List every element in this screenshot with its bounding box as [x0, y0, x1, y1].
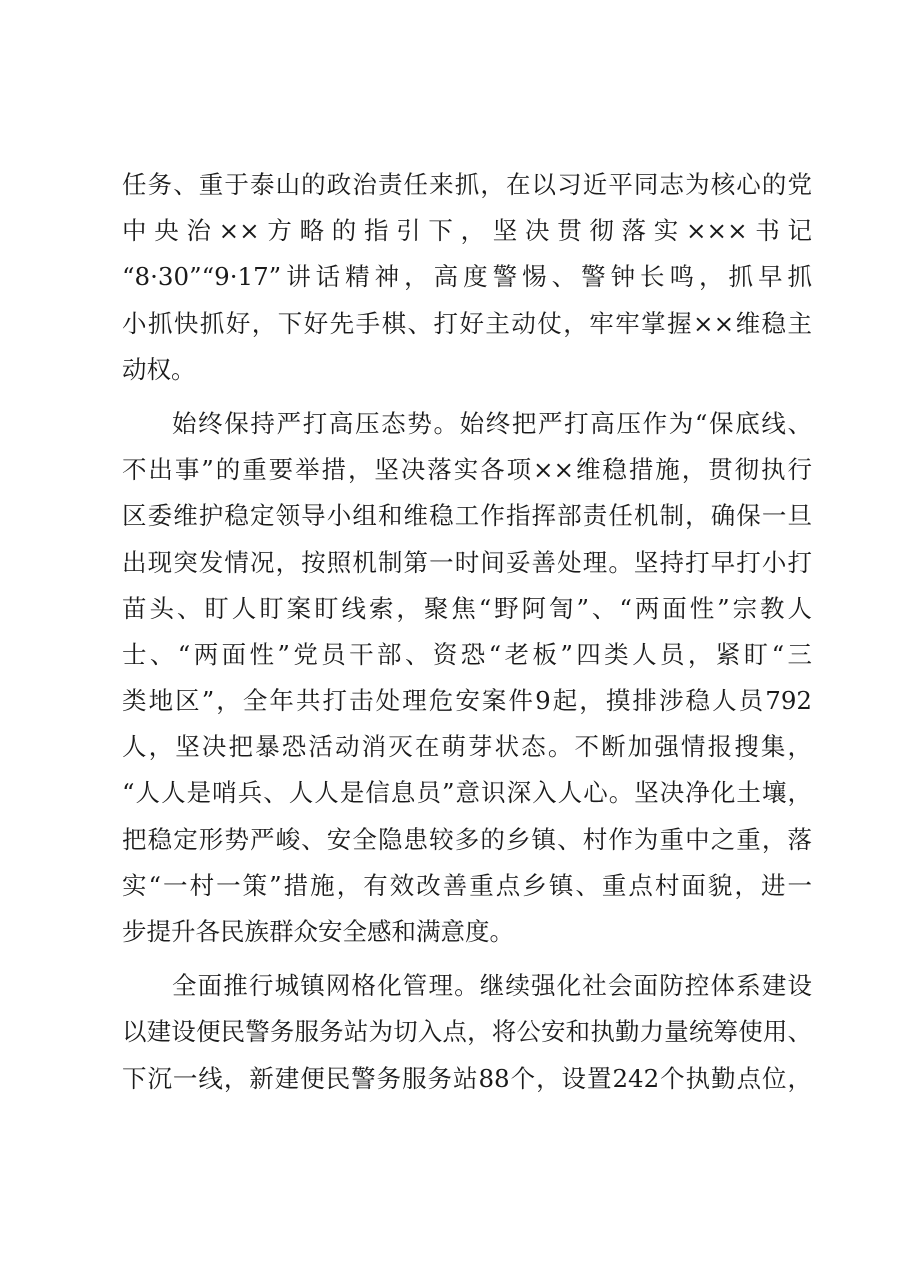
text-line: 实“一村一策”措施，有效改善重点乡镇、重点村面貌，进一: [122, 870, 812, 900]
text-line: 不出事”的重要举措，坚决落实各项××维稳措施，贯彻执行: [122, 455, 812, 485]
text-line: 苗头、盯人盯案盯线索，聚焦“野阿訇”、“两面性”宗教人: [122, 593, 812, 623]
text-line: “人人是哨兵、人人是信息员”意识深入人心。坚决净化土壤，: [122, 778, 812, 808]
document-body: [122, 162, 812, 1102]
text-line: 区委维护稳定领导小组和维稳工作指挥部责任机制，确保一旦: [122, 501, 812, 531]
text-line: 把稳定形势严峻、安全隐患较多的乡镇、村作为重中之重，落: [122, 824, 812, 854]
text-line: 全面推行城镇网格化管理。继续强化社会面防控体系建设: [172, 971, 812, 1001]
text-line: “8·30”“9·17”讲话精神，高度警惕、警钟长鸣，抓早抓: [122, 262, 812, 292]
text-line: 人，坚决把暴恐活动消灭在萌芽状态。不断加强情报搜集，: [122, 732, 812, 762]
text-line: 步提升各民族群众安全感和满意度。: [122, 917, 514, 946]
text-line: 下沉一线，新建便民警务服务站88个，设置242个执勤点位，: [122, 1063, 812, 1093]
text-line: 士、“两面性”党员干部、资恐“老板”四类人员，紧盯“三: [122, 639, 812, 669]
text-line: 中央治××方略的指引下，坚决贯彻落实×××书记: [122, 216, 812, 246]
text-line: 动权。: [122, 354, 196, 384]
text-line: 类地区”，全年共打击处理危安案件9起，摸排涉稳人员792: [122, 686, 812, 716]
text-line: 小抓快抓好，下好先手棋、打好主动仗，牢牢掌握××维稳主: [122, 308, 812, 338]
paragraph: [122, 162, 812, 393]
paragraph: [122, 401, 812, 955]
text-line: 任务、重于泰山的政治责任来抓，在以习近平同志为核心的党: [122, 170, 812, 199]
text-line: 以建设便民警务服务站为切入点，将公安和执勤力量统筹使用、: [122, 1017, 812, 1047]
paragraph: [122, 963, 812, 1102]
text-line: 出现突发情况，按照机制第一时间妥善处理。坚持打早打小打: [122, 547, 812, 577]
text-line: 始终保持严打高压态势。始终把严打高压作为“保底线、: [172, 408, 812, 438]
